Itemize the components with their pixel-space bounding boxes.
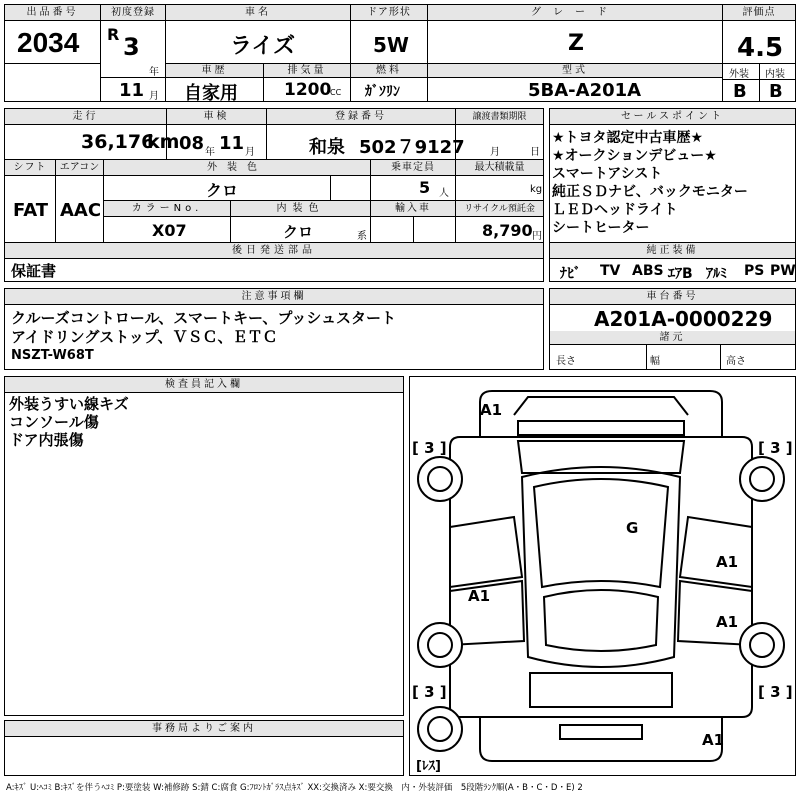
equip-navi: ﾅﾋﾞ: [560, 266, 581, 282]
history-box: [165, 63, 264, 102]
recycle-box: [455, 200, 544, 243]
office-label: 事務局よりご案内: [5, 721, 403, 737]
km-unit: km: [147, 131, 180, 153]
mark-spare: [ﾚｽ]: [416, 759, 441, 774]
ac-box: [55, 159, 104, 243]
lot-number-box: [4, 4, 101, 102]
inspection-year-unit: 年: [205, 147, 215, 158]
chassis-box: [549, 288, 796, 370]
recycle-label: リサイクル預託金: [456, 201, 543, 217]
int-color-box: [230, 200, 371, 243]
transfer-month: 月: [490, 147, 500, 158]
grade-label: グレード: [428, 5, 722, 21]
shift: FAT: [13, 200, 49, 221]
max-load-label: 最大積載量: [456, 160, 543, 176]
inspection-month: 11: [219, 133, 245, 154]
later-parts: 保証書: [11, 262, 57, 280]
import-label: 輸入車: [371, 201, 455, 217]
score: 4.5: [737, 33, 784, 63]
plate-area: 和泉: [309, 137, 345, 158]
inspection-month-unit: 月: [245, 147, 255, 158]
history-label: 車歴: [166, 64, 263, 78]
car-name-box: [165, 4, 351, 64]
equip-ps: PS: [744, 263, 765, 279]
mileage: 36,176: [81, 131, 155, 153]
plate-number: 502７9127: [359, 137, 465, 158]
inspector-line: 外装うすい線キズ: [9, 395, 129, 413]
int-color-label: 内装色: [231, 201, 370, 217]
caution-line: アイドリングストップ、ＶＳＣ、ＥＴＣ: [11, 328, 278, 346]
caution-line: クルーズコントロール、スマートキー、プッシュスタート: [11, 309, 397, 327]
height-label: 高さ: [726, 356, 746, 367]
plate-label: 登録番号: [267, 109, 455, 125]
plate-box: [266, 108, 465, 160]
car-name-label: 車名: [166, 5, 350, 21]
import-box: [370, 200, 456, 243]
legend: A:ｷｽﾞ U:ﾍｺﾐ B:ｷｽﾞを伴うﾍｺﾐ P:要塗装 W:補修跡 S:錆 C:腐食 G:ﾌﾛﾝﾄｶﾞﾗｽ点ｷｽﾞ XX:交換済み X:要交換 内・外装評価 5段階ﾗﾝｸ順(A・B・C・D・E) 2: [6, 783, 583, 793]
color-no-box: [103, 200, 231, 243]
displacement-box: [263, 63, 351, 102]
fuel: ｶﾞｿﾘﾝ: [365, 84, 400, 100]
caution-box: [4, 288, 544, 370]
equip-airbag: ｴｱB: [668, 266, 693, 282]
inspection-box: [166, 108, 267, 160]
color-no: X07: [152, 221, 187, 240]
history: 自家用: [184, 83, 238, 104]
interior-label: 内装: [765, 69, 785, 80]
equip-tv: TV: [600, 263, 621, 279]
sales-line: ＬＥＤヘッドライト: [552, 202, 678, 218]
ac: AAC: [60, 200, 102, 221]
ext-color-label: 外装色: [104, 160, 370, 176]
sales-points-label: セールスポイント: [550, 109, 795, 125]
equipment-label: 純正装備: [550, 243, 795, 259]
office-box: [4, 720, 404, 776]
capacity: 5: [419, 178, 431, 197]
ac-label: エアコン: [56, 160, 103, 176]
fuel-label: 燃料: [351, 64, 427, 78]
equip-abs: ABS: [632, 263, 664, 279]
lot-number: 2034: [17, 27, 80, 58]
interior-grade: B: [769, 81, 783, 102]
color-no-label: カラーNo.: [104, 201, 230, 217]
equip-pw: PW: [770, 263, 796, 279]
transfer-box: [455, 108, 544, 160]
first-registration-box: [100, 4, 166, 102]
ext-color: クロ: [206, 181, 239, 200]
recycle-amount: 8,790: [482, 221, 533, 240]
inspection-year: 08: [179, 133, 205, 154]
width-label: 幅: [650, 356, 660, 367]
car-diagram-box: [409, 376, 796, 776]
cc-unit: CC: [330, 88, 342, 97]
inspector-line: コンソール傷: [9, 413, 99, 431]
era: R: [107, 25, 120, 44]
car-name: ライズ: [230, 34, 296, 59]
inspector-label: 検査員記入欄: [5, 377, 403, 393]
mark-tire-front-left: [ 3 ]: [412, 439, 447, 457]
inspection-label: 車検: [167, 109, 266, 125]
caution-line: NSZT-W68T: [11, 348, 94, 363]
mark-windshield: G: [626, 519, 639, 537]
fuel-box: [350, 63, 428, 102]
registration-month: 11: [119, 80, 145, 101]
score-label: 評価点: [723, 5, 795, 21]
displacement: 1200: [284, 80, 332, 100]
transfer-day: 日: [530, 147, 540, 158]
capacity-box: [370, 159, 456, 201]
model-box: [427, 63, 723, 102]
mark-right-front-door: A1: [716, 553, 739, 571]
mark-tire-front-right: [ 3 ]: [758, 439, 793, 457]
kg-unit: kg: [530, 184, 543, 195]
mark-tire-rear-right: [ 3 ]: [758, 683, 793, 701]
inspector-line: ドア内張傷: [9, 431, 84, 449]
equipment-box: [549, 242, 796, 282]
caution-label: 注意事項欄: [5, 289, 543, 305]
int-color: クロ: [283, 223, 314, 241]
displacement-label: 排気量: [264, 64, 350, 78]
transfer-label: 譲渡書類期限: [456, 109, 543, 125]
chassis-number: A201A-0000229: [594, 307, 773, 331]
mileage-box: [4, 108, 180, 160]
person-unit: 人: [439, 188, 449, 199]
inspector-box: [4, 376, 404, 716]
capacity-label: 乗車定員: [371, 160, 455, 176]
exterior-label: 外装: [729, 69, 749, 80]
first-registration-label: 初度登録: [101, 5, 165, 21]
grade-box: [427, 4, 723, 64]
kei-unit: 系: [357, 231, 367, 242]
sales-points-box: [549, 108, 796, 243]
sales-line: ★オークションデビュー★: [552, 148, 717, 164]
door-box: [350, 4, 428, 64]
shift-label: シフト: [5, 160, 55, 176]
grade: Z: [568, 31, 584, 56]
year-unit: 年: [149, 67, 159, 78]
exterior-grade: B: [733, 81, 747, 102]
car-diagram: [410, 377, 797, 777]
shift-box: [4, 159, 56, 243]
length-label: 長さ: [556, 356, 576, 367]
model-label: 型式: [428, 64, 722, 78]
mark-front-bumper: A1: [480, 401, 503, 419]
sales-line: 純正ＳＤナビ、バックモニター: [552, 184, 748, 200]
mark-rear-bumper: A1: [702, 731, 725, 749]
ext-color-box: [103, 159, 371, 201]
registration-year: 3: [123, 33, 140, 61]
yen-unit: 円: [532, 231, 542, 242]
spec-label: 諸元: [550, 331, 795, 345]
sales-line: スマートアシスト: [552, 166, 663, 182]
door-label: ドア形状: [351, 5, 427, 21]
later-parts-label: 後日発送部品: [5, 243, 543, 259]
month-unit: 月: [149, 91, 159, 102]
equip-alloy: ｱﾙﾐ: [706, 266, 727, 282]
sales-line: ★トヨタ認定中古車歴★: [552, 130, 704, 146]
mark-tire-rear-left: [ 3 ]: [412, 683, 447, 701]
lot-number-label: 出品番号: [5, 5, 100, 21]
door-type: 5W: [373, 33, 409, 57]
mileage-label: 走行: [5, 109, 166, 125]
chassis-label: 車台番号: [550, 289, 795, 305]
score-box: [722, 4, 796, 102]
max-load-box: [455, 159, 544, 201]
mark-right-rear-door: A1: [716, 613, 739, 631]
mark-left-side: A1: [468, 587, 491, 605]
later-parts-box: [4, 242, 544, 282]
model: 5BA-A201A: [528, 80, 642, 101]
sales-line: シートヒーター: [552, 220, 650, 236]
